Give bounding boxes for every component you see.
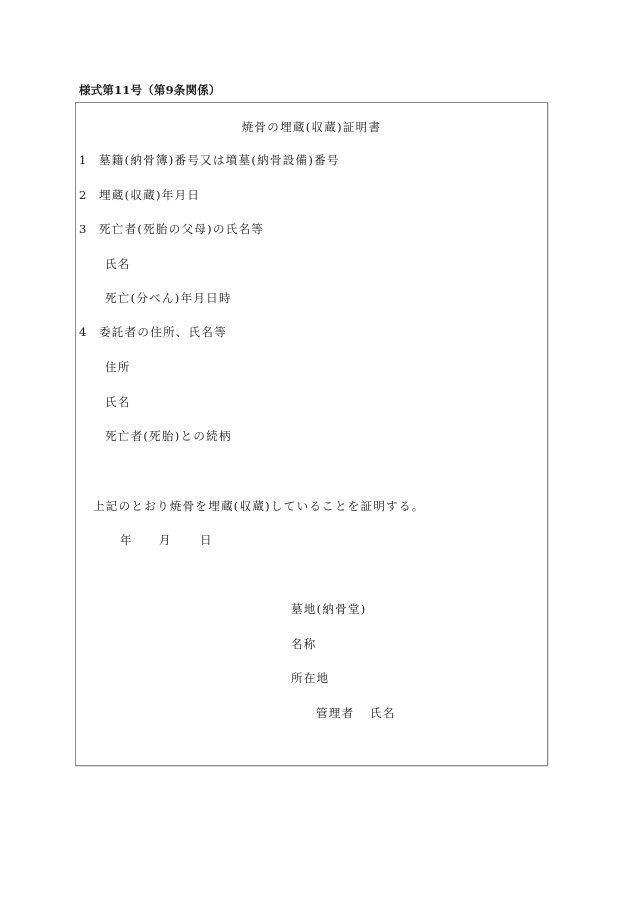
date-day-label: 日: [200, 533, 213, 547]
consignor-name-label: 氏名: [105, 395, 131, 409]
consignor-relationship-label: 死亡者(死胎)との続柄: [105, 429, 232, 443]
certification-statement: 上記のとおり焼骨を埋蔵(収蔵)していることを証明する。: [93, 499, 425, 513]
consignor-address-label: 住所: [105, 360, 131, 374]
item-3-label: 死亡者(死胎の父母)の氏名等: [99, 222, 265, 236]
item-4-number: 4: [79, 325, 87, 339]
item-3: [79, 222, 264, 236]
item-1: [79, 153, 340, 167]
manager-name-label: 氏名: [370, 706, 396, 720]
item-1-label: 墓籍(納骨簿)番号又は墳墓(納骨設備)番号: [99, 153, 340, 167]
item-2-number: 2: [79, 188, 87, 202]
item-2: [79, 188, 200, 202]
date-year-label: 年: [120, 533, 133, 547]
cemetery-name-label: 名称: [291, 637, 317, 651]
form-title: 焼骨の埋蔵(収蔵)証明書: [241, 120, 382, 134]
date-month-label: 月: [159, 533, 172, 547]
item-4-label: 委託者の住所、氏名等: [99, 325, 227, 339]
item-3-number: 3: [79, 222, 87, 236]
cemetery-location-label: 所在地: [291, 671, 330, 685]
item-2-label: 埋蔵(収蔵)年月日: [99, 188, 201, 202]
item-1-number: 1: [79, 153, 87, 167]
certificate-form: [75, 102, 548, 766]
deceased-death-datetime-label: 死亡(分べん)年月日時: [105, 291, 232, 305]
cemetery-heading: 墓地(納骨堂): [291, 602, 367, 616]
form-number: 様式第11号（第9条関係）: [79, 83, 221, 97]
manager-label: 管理者: [316, 706, 355, 720]
item-4: [79, 325, 227, 339]
deceased-name-label: 氏名: [105, 257, 131, 271]
